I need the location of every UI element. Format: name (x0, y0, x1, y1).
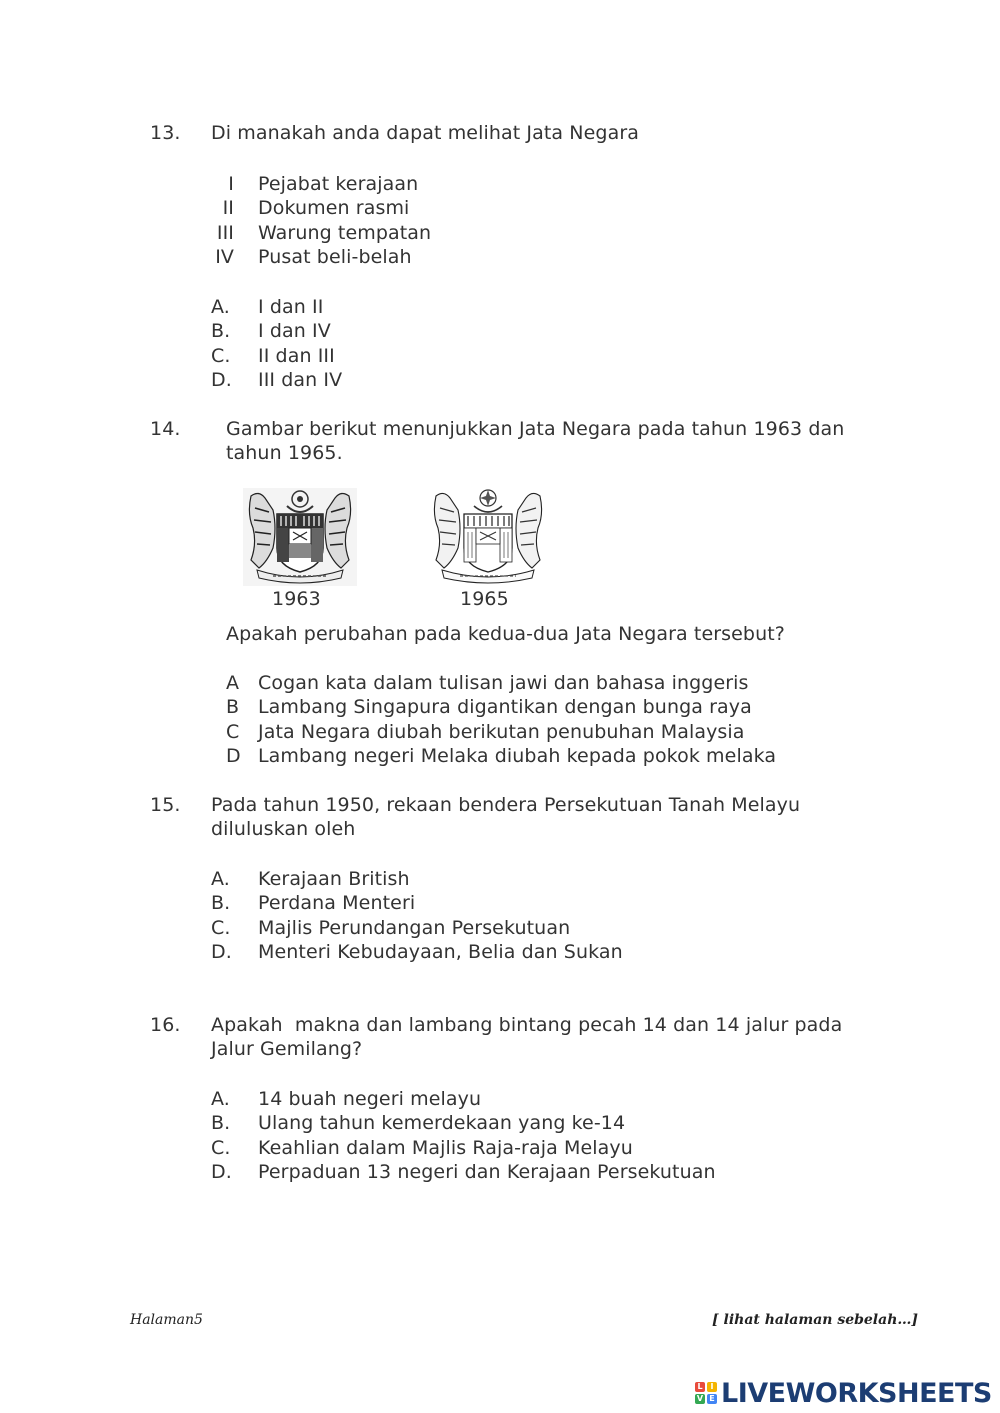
q15-number: 15. (150, 794, 181, 816)
q16-question-line1: Apakah makna dan lambang bintang pecah 14 dan 14 jalur pada (211, 1014, 843, 1036)
q13-statement-text: Pejabat kerajaan (258, 173, 419, 195)
q13-option-text[interactable]: I dan II (258, 296, 324, 318)
q13-number: 13. (150, 122, 181, 144)
q16-option-letter: A. (211, 1088, 230, 1110)
crest-1965-caption: 1965 (460, 588, 509, 610)
logo-letter-e: E (707, 1394, 717, 1404)
q14-option-letter: D (226, 745, 241, 767)
logo-letter-i: I (707, 1382, 717, 1392)
q16-question-line2: Jalur Gemilang? (211, 1038, 363, 1060)
q14-sub-question: Apakah perubahan pada kedua-dua Jata Negara tersebut? (226, 623, 785, 645)
logo-letter-l: L (695, 1382, 705, 1392)
q13-statement-roman: IV (215, 246, 234, 268)
q14-option-text[interactable]: Jata Negara diubah berikutan penubuhan Malaysia (258, 721, 745, 743)
q13-statement-text: Dokumen rasmi (258, 197, 410, 219)
q13-option-text[interactable]: I dan IV (258, 320, 331, 342)
q15-option-letter: C. (211, 917, 231, 939)
q15-option-letter: A. (211, 868, 230, 890)
q16-option-text[interactable]: 14 buah negeri melayu (258, 1088, 482, 1110)
q14-option-text[interactable]: Lambang Singapura digantikan dengan bunga raya (258, 696, 752, 718)
q13-option-letter: C. (211, 345, 231, 367)
next-page-note: [ lihat halaman sebelah…] (712, 1312, 918, 1328)
q14-option-letter: C (226, 721, 240, 743)
q15-option-text[interactable]: Majlis Perundangan Persekutuan (258, 917, 571, 939)
q13-statement-roman: I (228, 173, 234, 195)
q13-statement-roman: III (216, 222, 234, 244)
q15-option-text[interactable]: Menteri Kebudayaan, Belia dan Sukan (258, 941, 623, 963)
q13-statement-text: Pusat beli-belah (258, 246, 412, 268)
logo-letter-v: V (696, 1394, 704, 1403)
q16-option-text[interactable]: Perpaduan 13 negeri dan Kerajaan Persekutuan (258, 1161, 716, 1183)
q13-option-text[interactable]: II dan III (258, 345, 335, 367)
jata-negara-1965-image (428, 488, 548, 586)
q16-option-letter: D. (211, 1161, 232, 1183)
q14-option-letter: B (226, 696, 240, 718)
q15-option-text[interactable]: Kerajaan British (258, 868, 410, 890)
q14-question-line1: Gambar berikut menunjukkan Jata Negara pada tahun 1963 dan (226, 418, 845, 440)
q14-option-text[interactable]: Lambang negeri Melaka diubah kepada pokok melaka (258, 745, 777, 767)
q16-option-text[interactable]: Ulang tahun kemerdekaan yang ke-14 (258, 1112, 626, 1134)
q15-option-text[interactable]: Perdana Menteri (258, 892, 416, 914)
q13-option-letter: D. (211, 369, 232, 391)
q14-option-text[interactable]: Cogan kata dalam tulisan jawi dan bahasa inggeris (258, 672, 749, 694)
page-number-label: Halaman5 (130, 1312, 203, 1328)
liveworksheets-icon (695, 1382, 717, 1404)
q14-option-letter: A (226, 672, 240, 694)
q15-option-letter: D. (211, 941, 232, 963)
q14-number: 14. (150, 418, 181, 440)
q16-option-letter: B. (211, 1112, 231, 1134)
liveworksheets-logo[interactable] (695, 1376, 992, 1410)
q15-option-letter: B. (211, 892, 231, 914)
q13-question: Di manakah anda dapat melihat Jata Negara (211, 122, 639, 144)
q13-option-letter: B. (211, 320, 231, 342)
q13-option-text[interactable]: III dan IV (258, 369, 343, 391)
jata-negara-1963-image (243, 488, 357, 586)
q13-option-letter: A. (211, 296, 230, 318)
q13-statement-text: Warung tempatan (258, 222, 432, 244)
q13-statement-roman: II (222, 197, 234, 219)
q16-number: 16. (150, 1014, 181, 1036)
liveworksheets-wordmark: LIVEWORKSHEETS (721, 1377, 992, 1409)
q16-option-letter: C. (211, 1137, 231, 1159)
q16-option-text[interactable]: Keahlian dalam Majlis Raja-raja Melayu (258, 1137, 633, 1159)
crest-1963-caption: 1963 (272, 588, 321, 610)
q14-question-line2: tahun 1965. (226, 442, 343, 464)
q15-question-line2: diluluskan oleh (211, 818, 356, 840)
q15-question-line1: Pada tahun 1950, rekaan bendera Persekutuan Tanah Melayu (211, 794, 801, 816)
